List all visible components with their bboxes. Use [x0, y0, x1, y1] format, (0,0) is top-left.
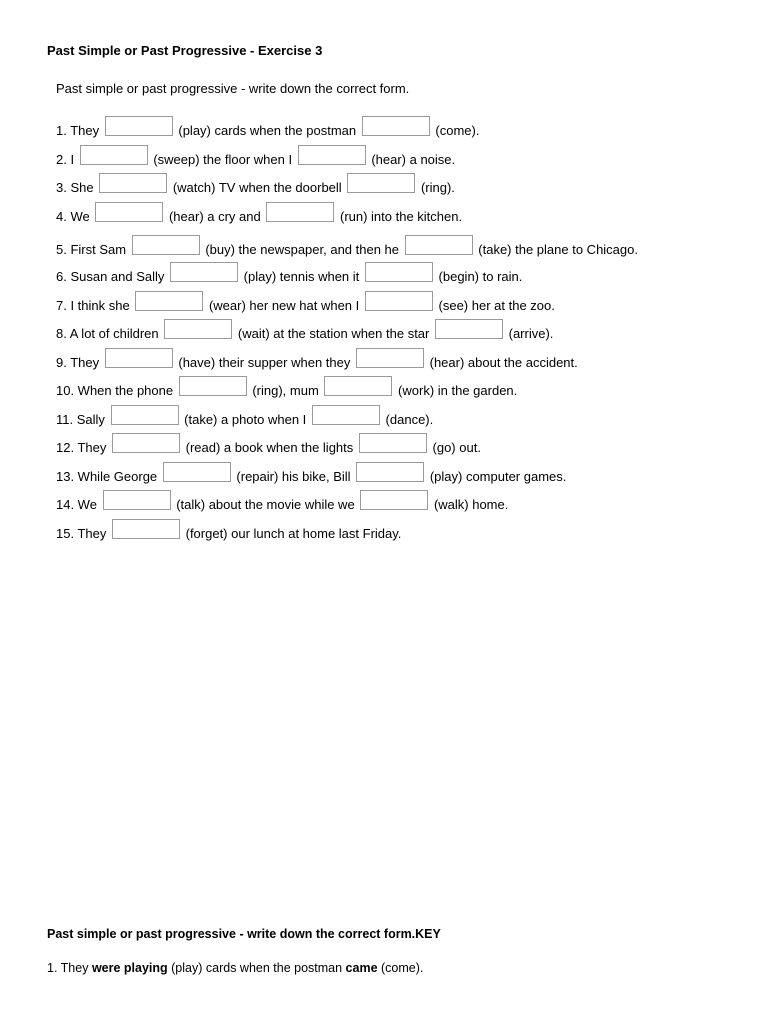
answer-input[interactable]: [103, 490, 171, 510]
item-text: (talk) about the movie while we: [176, 497, 355, 512]
answer-input[interactable]: [360, 490, 428, 510]
item-text: 8. A lot of children: [56, 326, 159, 341]
item-text: (wait) at the station when the star: [237, 326, 430, 341]
answer-input[interactable]: [112, 433, 180, 453]
item-text: 9. They: [56, 354, 100, 370]
item-text: (hear) a noise.: [371, 151, 456, 167]
exercise-item: [56, 202, 696, 231]
answer-input[interactable]: [164, 319, 232, 339]
answer-input[interactable]: [312, 405, 380, 425]
answer-input[interactable]: [170, 262, 238, 282]
item-text: (buy) the newspaper, and then he: [205, 242, 400, 257]
exercise-item: [56, 319, 696, 348]
key-text: (play) cards when the postman: [167, 961, 346, 975]
answer-input[interactable]: [435, 319, 503, 339]
item-text: (watch) TV when the doorbell: [172, 180, 342, 195]
item-text: (repair) his bike, Bill: [236, 468, 351, 484]
answer-input[interactable]: [266, 202, 334, 222]
exercise-item: [56, 145, 696, 174]
answer-input[interactable]: [95, 202, 163, 222]
key-text: (come).: [377, 961, 424, 975]
item-text: 12. They: [56, 440, 107, 455]
answer-input[interactable]: [356, 462, 424, 482]
item-text: (sweep) the floor when I: [153, 151, 293, 167]
key-answer: came: [345, 961, 378, 975]
exercise-item: [56, 262, 696, 291]
answer-input[interactable]: [163, 462, 231, 482]
item-text: 10. When the phone: [56, 383, 174, 398]
answer-input[interactable]: [347, 173, 415, 193]
item-text: (walk) home.: [433, 497, 509, 512]
item-text: 14. We: [56, 497, 97, 512]
answer-input[interactable]: [135, 291, 203, 311]
item-text: 15. They: [56, 525, 107, 541]
item-text: 4. We: [56, 208, 90, 224]
item-text: 2. I: [56, 151, 75, 167]
item-text: 3. She: [56, 180, 94, 195]
item-text: (come).: [435, 123, 480, 138]
item-text: (arrive).: [508, 326, 554, 341]
item-text: (have) their supper when they: [178, 354, 351, 370]
item-text: 13. While George: [56, 468, 158, 484]
exercise-item: [56, 348, 696, 377]
answer-input[interactable]: [298, 145, 366, 165]
answer-input[interactable]: [111, 405, 179, 425]
exercise-item: [56, 433, 696, 462]
item-text: 7. I think she: [56, 297, 130, 313]
answer-key-line: [47, 961, 423, 975]
item-text: (play) computer games.: [429, 468, 567, 484]
answer-input[interactable]: [99, 173, 167, 193]
exercise-item: [56, 116, 696, 145]
exercise-item: [56, 490, 696, 519]
item-text: (work) in the garden.: [398, 383, 518, 398]
item-text: (ring).: [420, 180, 455, 195]
item-text: 11. Sally: [56, 411, 105, 427]
exercise-item: [56, 173, 696, 202]
item-text: (play) tennis when it: [243, 269, 360, 284]
answer-input[interactable]: [365, 291, 433, 311]
item-text: (run) into the kitchen.: [339, 208, 463, 224]
answer-input[interactable]: [132, 235, 200, 255]
key-answer: were playing: [91, 961, 168, 975]
item-text: (forget) our lunch at home last Friday.: [185, 525, 402, 541]
answer-input[interactable]: [405, 235, 473, 255]
instructions: Past simple or past progressive - write down the correct form.: [56, 81, 410, 96]
page-title: Past Simple or Past Progressive - Exercise 3: [47, 43, 323, 58]
item-text: (take) a photo when I: [184, 411, 307, 427]
answer-input[interactable]: [80, 145, 148, 165]
item-text: (hear) a cry and: [168, 208, 261, 224]
exercise-item: [56, 291, 696, 320]
exercise-item: [56, 376, 696, 405]
item-text: 5. First Sam: [56, 242, 127, 257]
item-text: (play) cards when the postman: [178, 123, 357, 138]
exercise-item: [56, 405, 696, 434]
answer-input[interactable]: [324, 376, 392, 396]
answer-input[interactable]: [105, 116, 173, 136]
item-text: 6. Susan and Sally: [56, 269, 165, 284]
answer-input[interactable]: [179, 376, 247, 396]
exercise-item: [56, 230, 696, 262]
exercise-list: [56, 116, 696, 547]
answer-input[interactable]: [356, 348, 424, 368]
exercise-item: [56, 462, 696, 491]
key-text: 1. They: [47, 961, 92, 975]
answer-input[interactable]: [365, 262, 433, 282]
answer-key-title: Past simple or past progressive - write down the correct form.KEY: [47, 927, 441, 941]
item-text: (wear) her new hat when I: [208, 297, 360, 313]
answer-input[interactable]: [359, 433, 427, 453]
item-text: (hear) about the accident.: [429, 354, 578, 370]
item-text: (ring), mum: [252, 383, 319, 398]
answer-input[interactable]: [362, 116, 430, 136]
item-text: (see) her at the zoo.: [438, 297, 555, 313]
answer-input[interactable]: [105, 348, 173, 368]
item-text: (read) a book when the lights: [185, 440, 354, 455]
exercise-item: [56, 519, 696, 548]
item-text: 1. They: [56, 123, 100, 138]
item-text: (dance).: [385, 411, 434, 427]
item-text: (go) out.: [432, 440, 481, 455]
item-text: (begin) to rain.: [438, 269, 523, 284]
answer-input[interactable]: [112, 519, 180, 539]
item-text: (take) the plane to Chicago.: [478, 242, 638, 257]
